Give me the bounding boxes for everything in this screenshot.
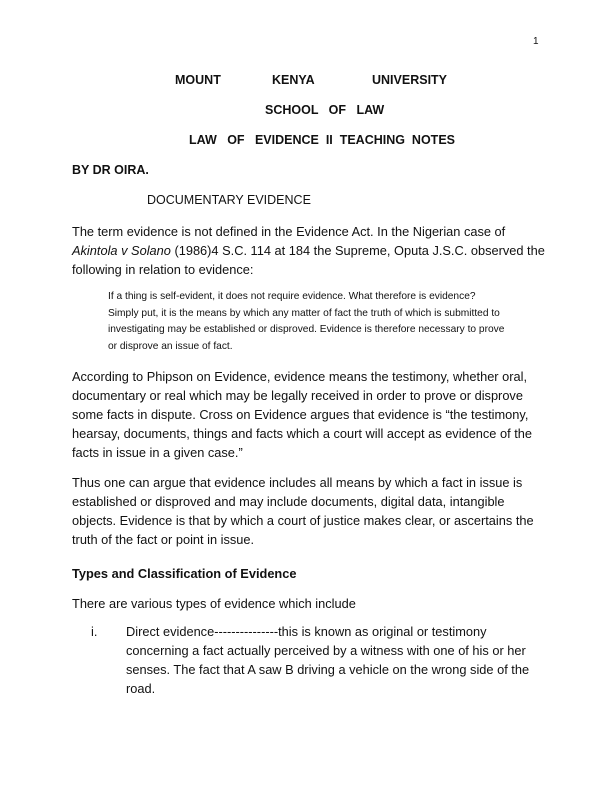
title-mount: MOUNT: [175, 73, 221, 87]
text-line: senses. The fact that A saw B driving a vehicle on the wrong side of the: [126, 662, 530, 677]
case-name: Akintola v Solano: [72, 243, 171, 258]
text-line: facts in issue in a given case.”: [72, 445, 243, 460]
text-line: objects. Evidence is that by which a court of justice makes clear, or ascertains the: [72, 513, 534, 528]
text-line: [72, 241, 545, 260]
text-segment: (1986)4 S.C. 114 at 184 the Supreme, Oputa J.S.C. observed the: [170, 243, 545, 258]
text-line: documentary or real which may be legally received in order to prove or disprove: [72, 388, 523, 403]
text-line: road.: [126, 681, 156, 696]
title-university: UNIVERSITY: [372, 73, 448, 87]
text-line: some facts in dispute. Cross on Evidence argues that evidence is “the testimony,: [72, 407, 529, 422]
text-line: Direct evidence---------------this is known as original or testimony: [126, 624, 487, 639]
text-line: hearsay, documents, things and facts which a court will accept as evidence of the: [72, 426, 532, 441]
block-quote: [108, 289, 548, 355]
types-intro: There are various types of evidence which include: [72, 596, 356, 611]
author: BY DR OIRA.: [72, 163, 149, 177]
list-marker: i.: [91, 624, 98, 639]
quote-line: or disprove an issue of fact.: [108, 340, 233, 352]
course-title: LAW OF EVIDENCE II TEACHING NOTES: [189, 133, 455, 147]
title-kenya: KENYA: [272, 73, 315, 87]
list-item-direct-evidence: [126, 622, 546, 698]
school-of-law: SCHOOL OF LAW: [265, 103, 385, 117]
paragraph-definition: [72, 222, 545, 279]
text-line: According to Phipson on Evidence, evidence means the testimony, whether oral,: [72, 369, 528, 384]
text-line: following in relation to evidence:: [72, 262, 254, 277]
text-line: concerning a fact actually perceived by a witness with one of his or her: [126, 643, 526, 658]
paragraph-thus: [72, 473, 542, 549]
text-line: Thus one can argue that evidence includes all means by which a fact in issue is: [72, 475, 523, 490]
text-line: truth of the fact or point in issue.: [72, 532, 255, 547]
quote-line: If a thing is self-evident, it does not require evidence. What therefore is evidence?: [108, 291, 476, 302]
types-heading: Types and Classification of Evidence: [72, 566, 297, 581]
text-line: established or disproved and may include documents, digital data, intangible: [72, 494, 505, 509]
quote-line: investigating may be established or disproved. Evidence is therefore necessary to prove: [108, 324, 505, 336]
page-number: 1: [533, 36, 539, 47]
paragraph-phipson: [72, 367, 542, 462]
text-line: The term evidence is not defined in the Evidence Act. In the Nigerian case of: [72, 224, 506, 239]
section-title: DOCUMENTARY EVIDENCE: [147, 193, 311, 207]
quote-line: Simply put, it is the means by which any matter of fact the truth of which is submitted to: [108, 307, 500, 319]
